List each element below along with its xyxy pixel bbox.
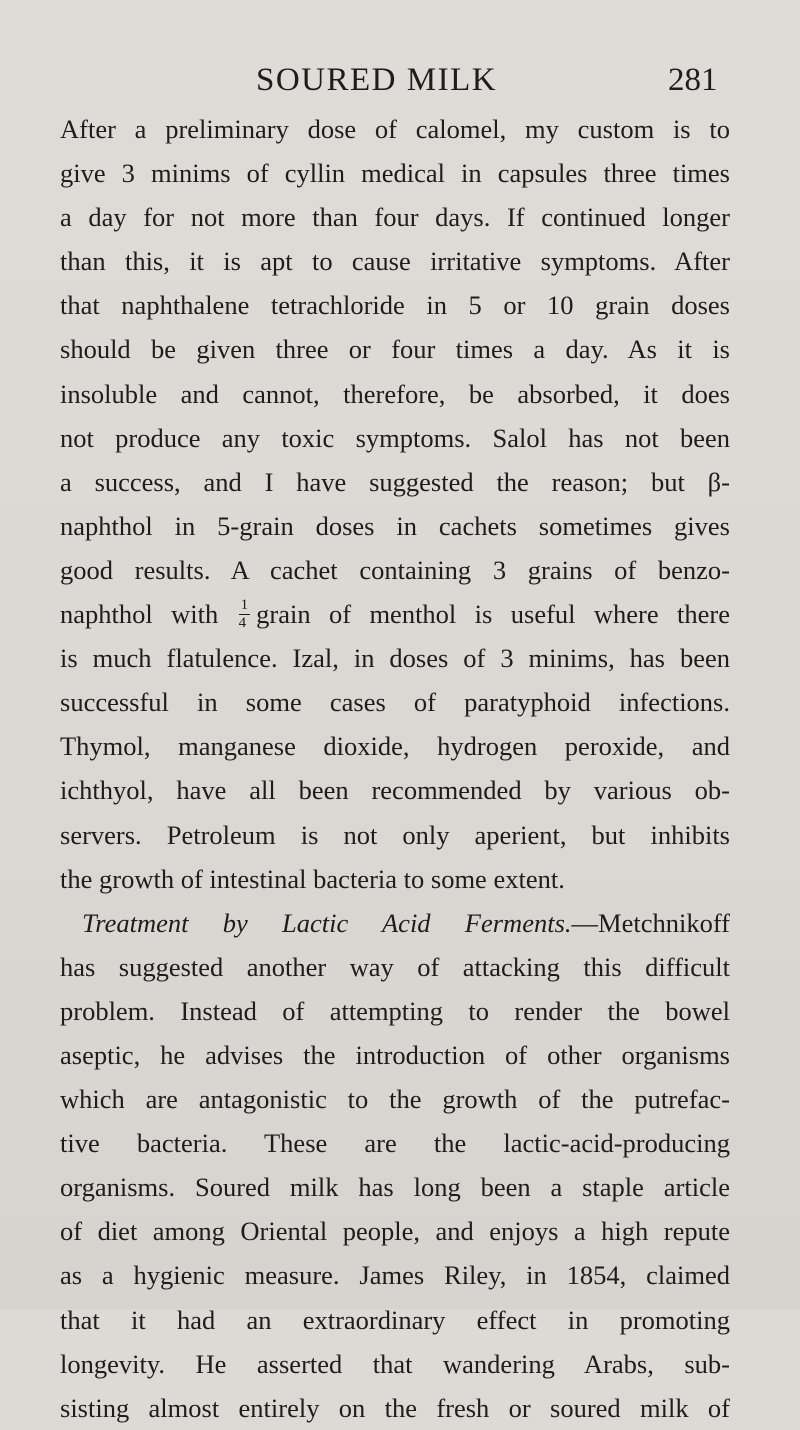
text-line: After a preliminary dose of calomel, my custom is to <box>60 114 730 144</box>
text-line: insoluble and cannot, therefore, be absorbed, it does <box>60 378 730 409</box>
text-line-with-fraction <box>60 592 730 636</box>
page-number: 281 <box>668 62 718 98</box>
text-line: longevity. He asserted that wandering Arabs, sub- <box>60 1348 730 1379</box>
text-line: the growth of intestinal bacteria to some extent. <box>60 863 565 894</box>
fraction-numerator: 1 <box>240 597 249 614</box>
text-line: a success, and I have suggested the reason; but β- <box>60 466 730 497</box>
text-line: which are antagonistic to the growth of the putrefac- <box>60 1084 730 1115</box>
text-line: that it had an extraordinary effect in promoting <box>60 1304 730 1335</box>
text-line: has suggested another way of attacking this difficult <box>60 951 730 982</box>
text-line: give 3 minims of cyllin medical in capsules three times <box>60 158 730 189</box>
text-line: organisms. Soured milk has long been a staple article <box>60 1172 730 1203</box>
section-heading: Treatment by Lactic Acid Ferments. <box>82 907 572 938</box>
text-line: naphthol in 5-grain doses in cachets sometimes gives <box>60 510 730 541</box>
text-line: servers. Petroleum is not only aperient, but inhibits <box>60 819 730 850</box>
section-heading-line <box>60 901 730 945</box>
text-segment: naphthol with <box>60 599 219 630</box>
text-line: that naphthalene tetrachloride in 5 or 10 grain doses <box>60 290 730 321</box>
text-line: tive bacteria. These are the lactic-acid-producing <box>60 1128 730 1159</box>
text-line: than this, it is apt to cause irritative symptoms. After <box>60 246 730 277</box>
text-line: Thymol, manganese dioxide, hydrogen peroxide, and <box>60 731 730 762</box>
text-line: should be given three or four times a day. As it is <box>60 334 730 365</box>
fraction-denominator: 4 <box>238 615 247 632</box>
text-line: as a hygienic measure. James Riley, in 1854, claimed <box>60 1260 730 1291</box>
text-segment: —Metchnikoff <box>571 907 730 938</box>
text-line: good results. A cachet containing 3 grains of benzo- <box>60 554 730 585</box>
text-line: successful in some cases of paratyphoid infections. <box>60 687 730 718</box>
text-line: a day for not more than four days. If continued longer <box>60 202 730 233</box>
text-line: of diet among Oriental people, and enjoys a high repute <box>60 1216 730 1247</box>
text-line: problem. Instead of attempting to render the bowel <box>60 995 730 1026</box>
page-header <box>0 62 800 102</box>
text-line: is much flatulence. Izal, in doses of 3 minims, has been <box>60 643 730 674</box>
text-line: ichthyol, have all been recommended by various ob- <box>60 775 730 806</box>
text-line: not produce any toxic symptoms. Salol has not been <box>60 422 730 453</box>
text-line: aseptic, he advises the introduction of other organisms <box>60 1039 730 1070</box>
text-segment: grain of menthol is useful where there <box>256 599 730 630</box>
running-title: SOURED MILK <box>256 62 498 98</box>
fraction <box>239 598 251 631</box>
body-text <box>60 107 730 1430</box>
text-line: sisting almost entirely on the fresh or soured milk of <box>60 1392 730 1423</box>
